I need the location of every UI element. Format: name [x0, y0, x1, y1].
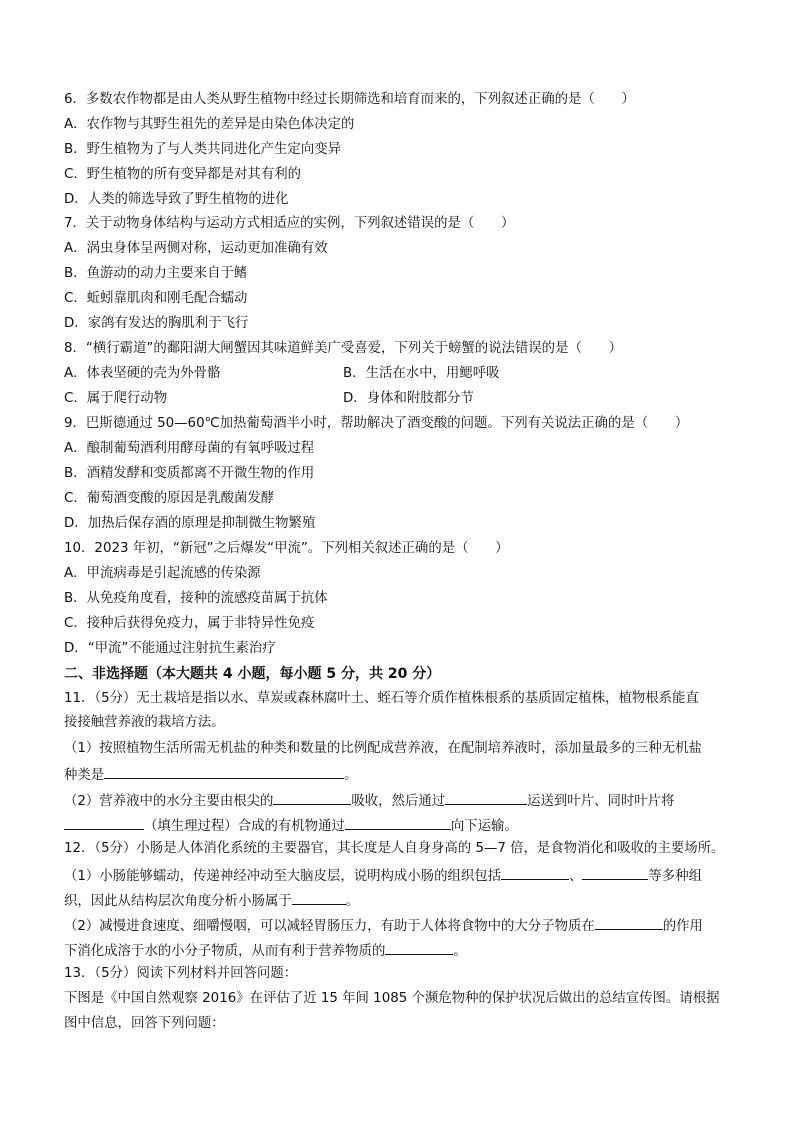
question-6-option-d: D．人类的筛选导致了野生植物的进化: [64, 192, 289, 207]
question-10-stem: 10．2023 年初，“新冠”之后爆发“甲流”。下列相关叙述正确的是（ ）: [64, 541, 509, 556]
question-11-intro-line-1: 11．（5分）无土栽培是指以水、草炭或森林腐叶土、蛭石等介质作植株根系的基质固定植株，植物根系能直: [64, 691, 699, 706]
question-7-option-a: A．涡虫身体呈两侧对称，运动更加准确有效: [64, 241, 328, 256]
question-12-part-1-line-2: [64, 889, 359, 912]
question-11-part-2-text-c: 运送到叶片、同时叶片将: [527, 794, 675, 809]
question-6-option-a: A．农作物与其野生祖先的差异是由染色体决定的: [64, 117, 355, 132]
question-10-option-d: D．“甲流”不能通过注射抗生素治疗: [64, 641, 276, 656]
question-11-part-2-text-a: （2）营养液中的水分主要由根尖的: [64, 794, 274, 809]
question-12-part-2-text-d: 。: [453, 944, 467, 959]
question-8-option-b: B．生活在水中，用鳃呼吸: [343, 366, 500, 381]
question-12-part-2-text-b: 的作用: [662, 919, 703, 934]
question-9-option-d: D．加热后保存酒的原理是抑制微生物繁殖: [64, 516, 316, 531]
answer-blank[interactable]: [64, 814, 144, 830]
question-11-part-2-text-b: 吸收，然后通过: [351, 794, 446, 809]
answer-blank[interactable]: [445, 789, 527, 805]
question-10-option-c: C．接种后获得免疫力，属于非特异性免疫: [64, 616, 315, 631]
question-8-option-c: C．属于爬行动物: [64, 391, 168, 406]
question-8-option-d: D．身体和附肢都分节: [343, 391, 474, 406]
question-8-stem: 8．“横行霸道”的鄱阳湖大闸蟹因其味道鲜美广受喜爱，下列关于螃蟹的说法错误的是（ ）: [64, 341, 623, 356]
question-12-part-2-line-2: [64, 939, 467, 962]
answer-blank[interactable]: [595, 914, 663, 930]
section-2-heading: 二、非选择题（本大题共 4 小题，每小题 5 分，共 20 分）: [64, 666, 441, 682]
question-11-intro-line-2: 接接触营养液的栽培方法。: [64, 715, 225, 730]
answer-blank[interactable]: [273, 789, 351, 805]
question-11-part-2-text-d: （填生理过程）合成的有机物通过: [144, 819, 345, 834]
answer-blank[interactable]: [385, 939, 453, 955]
question-12-part-1-text-e: 。: [345, 894, 360, 909]
question-12-part-1-text-b: 、: [569, 869, 583, 884]
answer-blank[interactable]: [345, 814, 451, 830]
question-11-part-1-line-1: （1）按照植物生活所需无机盐的种类和数量的比例配成营养液，在配制培养液时，添加量最多的三种无机盐: [64, 741, 702, 756]
question-10-option-a: A．甲流病毒是引起流感的传染源: [64, 566, 261, 581]
answer-blank[interactable]: [292, 889, 346, 905]
question-7-option-d: D．家鸽有发达的胸肌利于飞行: [64, 316, 249, 331]
question-12-part-1-text-a: （1）小肠能够蠕动，传递神经冲动至大脑皮层，说明构成小肠的组织包括: [64, 869, 502, 884]
answer-blank[interactable]: [582, 864, 648, 880]
question-13-paragraph-line-2: 图中信息，回答下列问题：: [64, 1016, 225, 1031]
question-11-part-2-text-e: 向下运输。: [450, 819, 518, 834]
question-7-stem: 7．关于动物身体结构与运动方式相适应的实例，下列叙述错误的是（ ）: [64, 216, 515, 231]
question-6-option-b: B．野生植物为了与人类共同进化产生定向变异: [64, 142, 341, 157]
question-9-stem: 9．巴斯德通过 50—60℃加热葡萄酒半小时，帮助解决了酒变酸的问题。下列有关说法正确的是（ ）: [64, 416, 689, 431]
question-6-option-c: C．野生植物的所有变异都是对其有利的: [64, 167, 301, 182]
question-9-option-b: B．酒精发酵和变质都离不开微生物的作用: [64, 466, 315, 481]
question-10-option-b: B．从免疫角度看，接种的流感疫苗属于抗体: [64, 591, 328, 606]
question-12-part-1-line-1: [64, 864, 702, 887]
question-11-part-2-line-2: [64, 814, 518, 837]
question-12-part-2-text-c: 下消化成溶于水的小分子物质，从而有利于营养物质的: [64, 944, 386, 959]
question-13-intro: 13．（5分）阅读下列材料并回答问题：: [64, 966, 298, 981]
question-12-part-2-text-a: （2）减慢进食速度、细嚼慢咽，可以减轻胃肠压力，有助于人体将食物中的大分子物质在: [64, 919, 595, 934]
question-7-option-b: B．鱼游动的动力主要来自于鳍: [64, 266, 248, 281]
question-7-option-c: C．蚯蚓靠肌肉和刚毛配合蠕动: [64, 291, 248, 306]
answer-blank[interactable]: [104, 763, 344, 779]
question-11-part-1-text: 种类是: [64, 768, 105, 783]
question-6-stem: 6．多数农作物都是由人类从野生植物中经过长期筛选和培育而来的，下列叙述正确的是（ ）: [64, 92, 635, 107]
question-13-paragraph-line-1: 下图是《中国自然观察 2016》在评估了近 15 年间 1085 个濒危物种的保护状况后做出的总结宣传图。请根据: [64, 991, 720, 1006]
question-8-option-a: A．体表坚硬的壳为外骨骼: [64, 366, 221, 381]
answer-blank[interactable]: [501, 864, 569, 880]
question-11-part-1-end: 。: [344, 768, 358, 783]
question-9-option-a: A．酿制葡萄酒利用酵母菌的有氧呼吸过程: [64, 441, 315, 456]
question-11-part-2-line-1: [64, 789, 674, 812]
question-12-part-1-text-d: 织，因此从结构层次角度分析小肠属于: [64, 894, 292, 909]
question-9-option-c: C．葡萄酒变酸的原因是乳酸菌发酵: [64, 491, 275, 506]
question-12-part-1-text-c: 等多种组: [648, 869, 702, 884]
question-12-intro: 12．（5分）小肠是人体消化系统的主要器官，其长度是人自身身高的 5—7 倍，是食物消化和吸收的主要场所。: [64, 841, 725, 856]
question-12-part-2-line-1: [64, 914, 703, 937]
question-11-part-1-line-2: [64, 763, 358, 786]
